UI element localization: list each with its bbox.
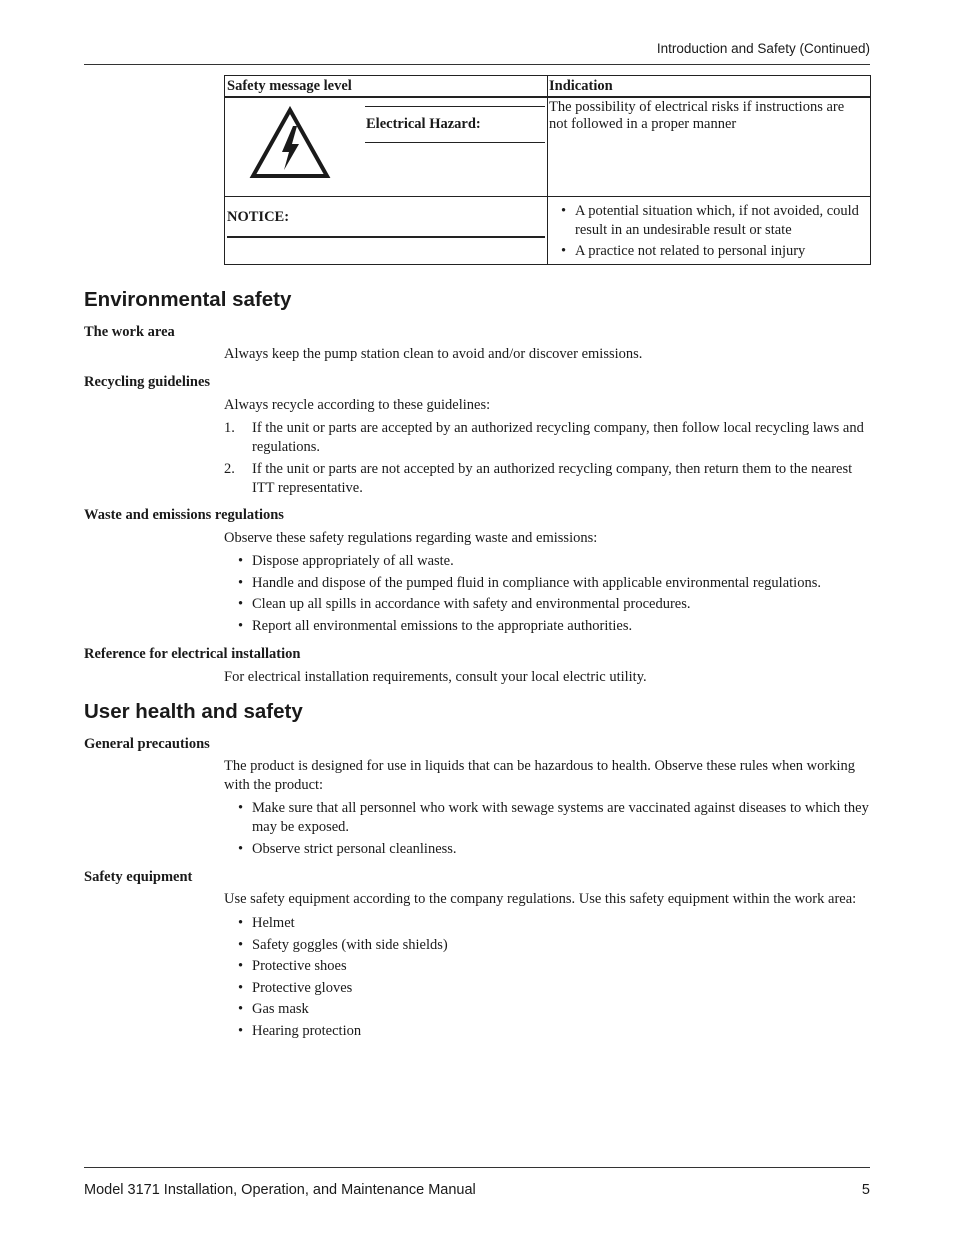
safety-message-table <box>224 75 871 265</box>
table-header-indication: Indication <box>549 78 613 94</box>
electrical-reference-text: For electrical installation requirements, consult your local electric utility. <box>224 669 647 685</box>
work-area-text: Always keep the pump station clean to avoid and/or discover emissions. <box>224 346 643 362</box>
table-column-divider <box>547 76 548 264</box>
waste-list <box>238 552 870 638</box>
hazard-label: Electrical Hazard: <box>366 116 481 132</box>
hazard-label-rule-top <box>365 106 545 107</box>
heading-waste: Waste and emissions regulations <box>84 507 284 523</box>
precautions-intro: The product is designed for use in liquids that can be hazardous to health. Observe these rules when working with the product: <box>224 758 855 793</box>
list-item: • Helmet <box>238 915 295 931</box>
list-item: • Gas mask <box>238 1001 309 1017</box>
list-item: 2. If the unit or parts are not accepted by an authorized recycling company, then return them to the nearest ITT representative. <box>224 461 853 496</box>
list-item: • Protective gloves <box>238 979 353 996</box>
heading-general-precautions: General precautions <box>84 736 210 752</box>
precautions-list <box>238 799 870 861</box>
heading-work-area: The work area <box>84 324 175 340</box>
equipment-list <box>238 914 870 1043</box>
table-header-divider <box>225 96 870 98</box>
list-item: • Observe strict personal cleanliness. <box>238 840 457 857</box>
list-item: • Safety goggles (with side shields) <box>238 936 448 953</box>
waste-intro: Observe these safety regulations regarding waste and emissions: <box>224 530 598 546</box>
footer-manual-title: Model 3171 Installation, Operation, and Maintenance Manual <box>84 1182 476 1198</box>
hazard-indication: The possibility of electrical risks if instructions are not followed in a proper manner <box>549 99 845 132</box>
list-item: • Clean up all spills in accordance with safety and environmental procedures. <box>238 596 691 612</box>
notice-rule <box>227 236 545 238</box>
recycling-intro: Always recycle according to these guidelines: <box>224 397 491 413</box>
heading-electrical-reference: Reference for electrical installation <box>84 646 301 662</box>
header-rule <box>84 64 870 65</box>
section-title-environmental: Environmental safety <box>84 288 292 311</box>
hazard-label-rule-bottom <box>365 142 545 143</box>
notice-indication-list <box>561 202 866 263</box>
list-item: • Handle and dispose of the pumped fluid in compliance with applicable environmental regulations. <box>238 574 821 591</box>
page-number: 5 <box>861 1182 870 1198</box>
electrical-hazard-triangle-icon <box>249 106 331 180</box>
list-item: 1. If the unit or parts are accepted by an authorized recycling company, then follow local recycling laws and regulations. <box>224 420 864 455</box>
list-item: • A practice not related to personal injury <box>561 242 866 261</box>
list-item: • Make sure that all personnel who work with sewage systems are vaccinated against diseases to which they may be exposed. <box>238 800 869 835</box>
table-header-level: Safety message level <box>227 78 352 94</box>
heading-safety-equipment: Safety equipment <box>84 869 193 885</box>
equipment-intro: Use safety equipment according to the company regulations. Use this safety equipment within the work area: <box>224 891 857 907</box>
list-item: • Protective shoes <box>238 958 347 974</box>
table-row-divider <box>225 196 870 197</box>
notice-label: NOTICE: <box>227 209 290 225</box>
footer-rule <box>84 1167 870 1168</box>
list-item: • Dispose appropriately of all waste. <box>238 553 454 569</box>
recycling-list <box>224 419 870 501</box>
running-header: Introduction and Safety (Continued) <box>656 41 870 56</box>
heading-recycling: Recycling guidelines <box>84 374 211 390</box>
list-item: • Report all environmental emissions to the appropriate authorities. <box>238 617 633 634</box>
list-item: • A potential situation which, if not avoided, could result in an undesirable result or state <box>561 202 866 240</box>
section-title-user-health: User health and safety <box>84 700 303 723</box>
list-item: • Hearing protection <box>238 1022 362 1039</box>
